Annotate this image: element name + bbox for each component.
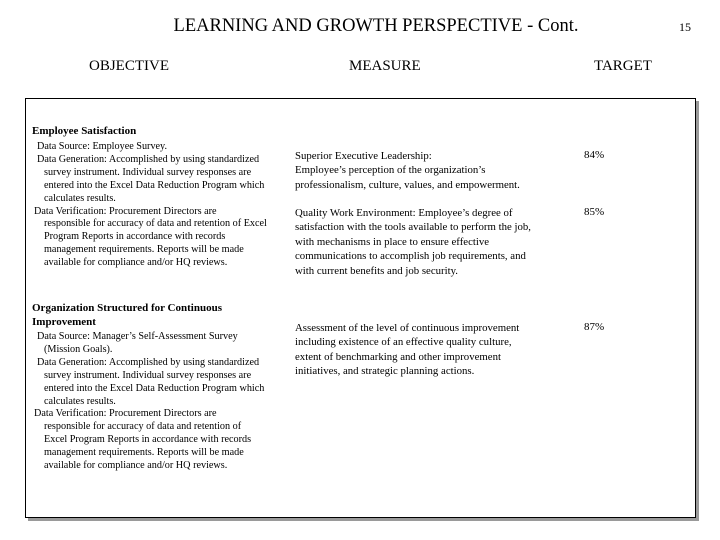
target-value: 84%: [584, 149, 605, 161]
column-header-measure: MEASURE: [349, 58, 421, 74]
measure-line: communications to accomplish job requirements, and: [295, 250, 526, 263]
detail-line: Data Source: Employee Survey.: [37, 141, 168, 152]
measure-text: [295, 321, 519, 379]
detail-line: Data Source: Manager’s Self-Assessment Survey: [37, 331, 238, 342]
detail-line: Data Verification: Procurement Directors are: [34, 408, 217, 420]
detail-line: management requirements. Reports will be made: [44, 244, 244, 256]
detail-line: survey instrument. Individual survey responses are: [44, 369, 252, 381]
detail-line: Data Generation: Accomplished by using standardized: [37, 356, 260, 368]
measure-line: Assessment of the level of continuous improvement: [295, 322, 520, 334]
measure-text: [295, 206, 531, 278]
detail-line: Program Reports in accordance with records: [44, 231, 226, 243]
detail-line: available for compliance and/or HQ reviews.: [44, 460, 228, 472]
page-title: LEARNING AND GROWTH PERSPECTIVE - Cont.: [173, 16, 579, 36]
target-value: 85%: [584, 206, 605, 218]
detail-line: entered into the Excel Data Reduction Program which: [44, 382, 265, 394]
detail-line: entered into the Excel Data Reduction Program which: [44, 179, 265, 191]
measure-text: [295, 149, 520, 192]
detail-line: (Mission Goals).: [44, 343, 113, 355]
target-value: 87%: [584, 321, 605, 333]
objective-details: [34, 331, 264, 473]
detail-line: calculates results.: [44, 395, 116, 407]
measure-line: including existence of an effective quality culture,: [295, 336, 512, 349]
measure-line: with current benefits and job security.: [295, 264, 459, 277]
objective-heading-employee-satisfaction: Employee Satisfaction: [32, 125, 137, 137]
detail-line: calculates results.: [44, 192, 116, 204]
objective-details: [34, 141, 267, 270]
measure-line: extent of benchmarking and other improvement: [295, 350, 501, 363]
detail-line: responsible for accuracy of data and retention of: [44, 421, 242, 433]
measure-line: initiatives, and strategic planning actions.: [295, 365, 475, 378]
heading-line: Improvement: [32, 316, 96, 328]
objective-heading-continuous-improvement: [32, 301, 222, 329]
detail-line: Excel Program Reports in accordance with records: [44, 434, 252, 446]
heading-line: Organization Structured for Continuous: [32, 302, 222, 314]
measure-line: with mechanisms in place to ensure effective: [295, 235, 490, 248]
column-header-target: TARGET: [594, 58, 652, 74]
detail-line: responsible for accuracy of data and retention of Excel: [44, 218, 267, 230]
page-number: 15: [679, 20, 691, 34]
measure-line: satisfaction with the tools available to perform the job,: [295, 221, 531, 234]
detail-line: survey instrument. Individual survey responses are: [44, 166, 252, 178]
measure-line: Quality Work Environment: Employee’s degree of: [295, 207, 513, 219]
measure-line: Superior Executive Leadership:: [295, 150, 432, 162]
detail-line: Data Generation: Accomplished by using standardized: [37, 153, 260, 165]
measure-line: Employee’s perception of the organization’s: [295, 164, 486, 177]
column-header-objective: OBJECTIVE: [89, 58, 169, 74]
detail-line: management requirements. Reports will be made: [44, 447, 244, 459]
detail-line: Data Verification: Procurement Directors are: [34, 205, 217, 217]
measure-line: professionalism, culture, values, and empowerment.: [295, 178, 520, 191]
detail-line: available for compliance and/or HQ reviews.: [44, 257, 228, 269]
